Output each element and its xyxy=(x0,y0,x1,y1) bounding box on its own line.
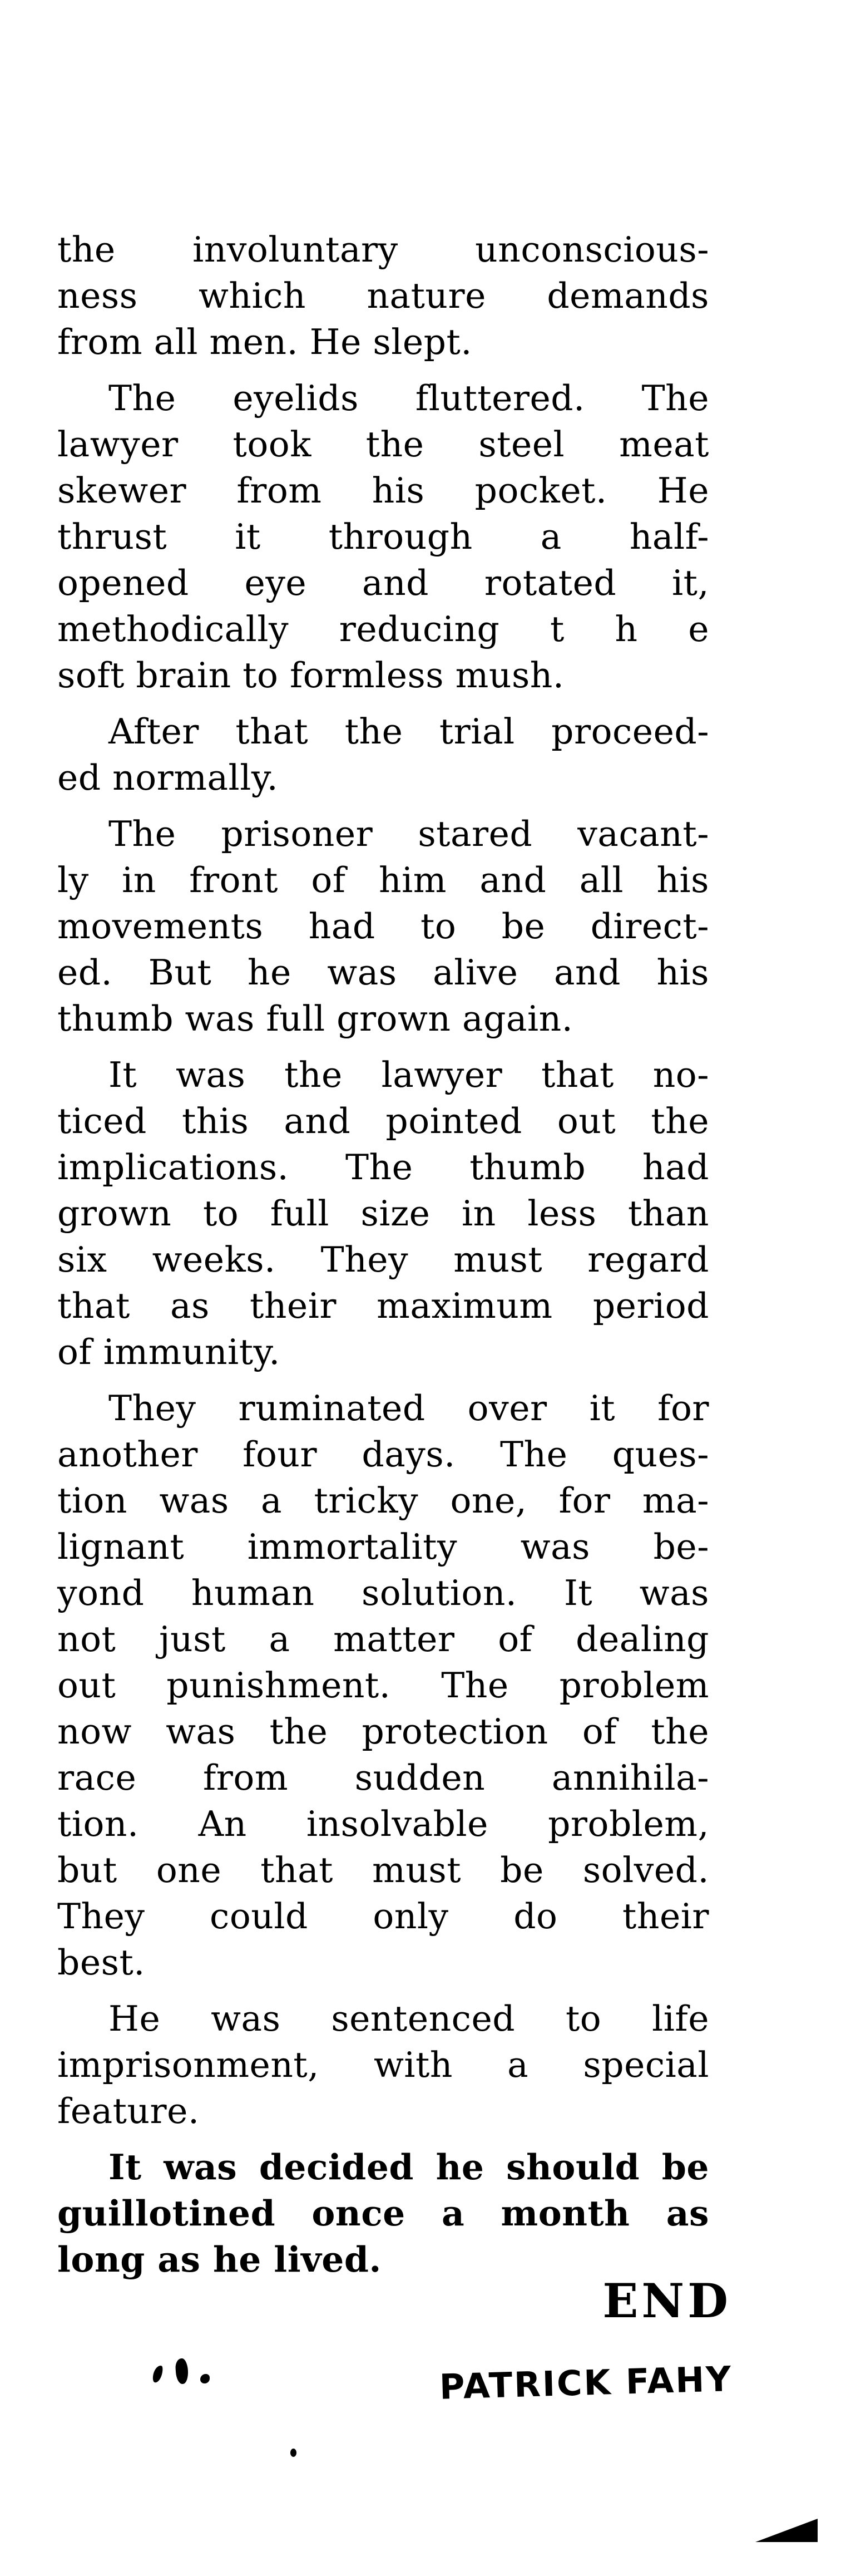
text-line: methodically reducing t h e xyxy=(57,609,709,649)
text-line: skewer from his pocket. He xyxy=(57,470,709,511)
text-line: race from sudden annihila- xyxy=(57,1757,709,1798)
text-line: soft brain to formless mush. xyxy=(57,655,565,696)
text-line: They ruminated over it for xyxy=(108,1388,709,1429)
paragraph xyxy=(57,375,709,698)
text-line: not just a matter of dealing xyxy=(57,1619,709,1659)
text-line: tion was a tricky one, for ma- xyxy=(57,1480,709,1521)
story-column xyxy=(57,226,709,2293)
text-line: The eyelids fluttered. The xyxy=(108,378,709,418)
text-line: best. xyxy=(57,1942,145,1983)
text-line: imprisonment, with a special xyxy=(57,2045,709,2085)
text-line: from all men. He slept. xyxy=(57,322,472,362)
text-line: ed normally. xyxy=(57,757,279,798)
text-line: After that the trial proceed- xyxy=(108,711,709,752)
end-label: END xyxy=(602,2273,731,2328)
paragraph xyxy=(57,708,709,801)
text-line: He was sentenced to life xyxy=(108,1998,709,2039)
text-line: ticed this and pointed out the xyxy=(57,1101,709,1141)
paragraph xyxy=(57,226,709,365)
text-line: opened eye and rotated it, xyxy=(57,563,709,603)
text-line: lignant immortality was be- xyxy=(57,1526,709,1567)
text-line: out punishment. The problem xyxy=(57,1665,709,1706)
text-line: thrust it through a half- xyxy=(57,516,709,557)
text-line: lawyer took the steel meat xyxy=(57,424,709,465)
text-line: now was the protection of the xyxy=(57,1711,709,1752)
text-line: yond human solution. It was xyxy=(57,1573,709,1613)
corner-triangle xyxy=(755,2519,818,2542)
paragraph xyxy=(57,2144,709,2283)
text-line: that as their maximum period xyxy=(57,1285,709,1326)
text-line: thumb was full grown again. xyxy=(57,998,573,1039)
text-line: ly in front of him and all his xyxy=(57,860,709,900)
text-line: ness which nature demands xyxy=(57,275,709,316)
text-line: ed. But he was alive and his xyxy=(57,952,709,993)
text-line: another four days. The ques- xyxy=(57,1434,709,1475)
author-stamp: PATRICK FAHY xyxy=(439,2358,734,2407)
text-line: the involuntary unconscious- xyxy=(57,229,709,270)
text-line: long as he lived. xyxy=(57,2239,382,2280)
text-line: They could only do their xyxy=(57,1896,709,1937)
paragraph xyxy=(57,1052,709,1375)
paragraph xyxy=(57,1996,709,2134)
text-line: tion. An insolvable problem, xyxy=(57,1804,709,1844)
text-line: of immunity. xyxy=(57,1332,280,1372)
paragraph xyxy=(57,811,709,1042)
paragraph xyxy=(57,1385,709,1986)
text-line: movements had to be direct- xyxy=(57,906,709,947)
text-line: six weeks. They must regard xyxy=(57,1239,709,1280)
ink-dot xyxy=(290,2449,296,2457)
text-line: guillotined once a month as xyxy=(57,2193,709,2234)
text-line: implications. The thumb had xyxy=(57,1147,709,1188)
text-line: It was the lawyer that no- xyxy=(108,1055,709,1095)
text-line: The prisoner stared vacant- xyxy=(108,814,709,854)
text-line: but one that must be solved. xyxy=(57,1850,709,1890)
text-line: It was decided he should be xyxy=(108,2146,709,2188)
text-line: feature. xyxy=(57,2091,200,2131)
text-line: grown to full size in less than xyxy=(57,1193,709,1234)
